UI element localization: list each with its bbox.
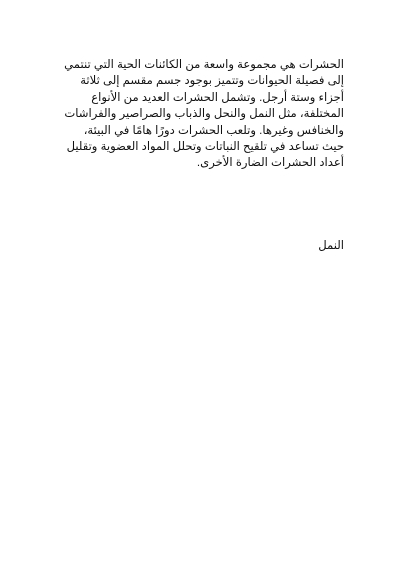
paragraph-line: الحشرات هي مجموعة واسعة من الكائنات الحية التي تنتمي (64, 58, 344, 71)
paragraph-line: المختلفة، مثل النمل والنحل والذباب والصراصير والفراشات (64, 107, 344, 121)
section-heading: النمل (318, 239, 344, 252)
body-paragraph (44, 57, 344, 172)
paragraph-line: أجزاء وستة أرجل. وتشمل الحشرات العديد من الأنواع (91, 90, 344, 104)
paragraph-line: والخنافس وغيرها. وتلعب الحشرات دورًا هامًا في البيئة، (83, 123, 344, 137)
paragraph-line: حيث تساعد في تلقيح النباتات وتحلل المواد العضوية وتقليل (66, 140, 344, 154)
paragraph-line: إلى فصيلة الحيوانات وتتميز بوجود جسم مقسم إلى ثلاثة (80, 74, 344, 88)
paragraph-line: أعداد الحشرات الضارة الأخرى. (196, 156, 344, 170)
